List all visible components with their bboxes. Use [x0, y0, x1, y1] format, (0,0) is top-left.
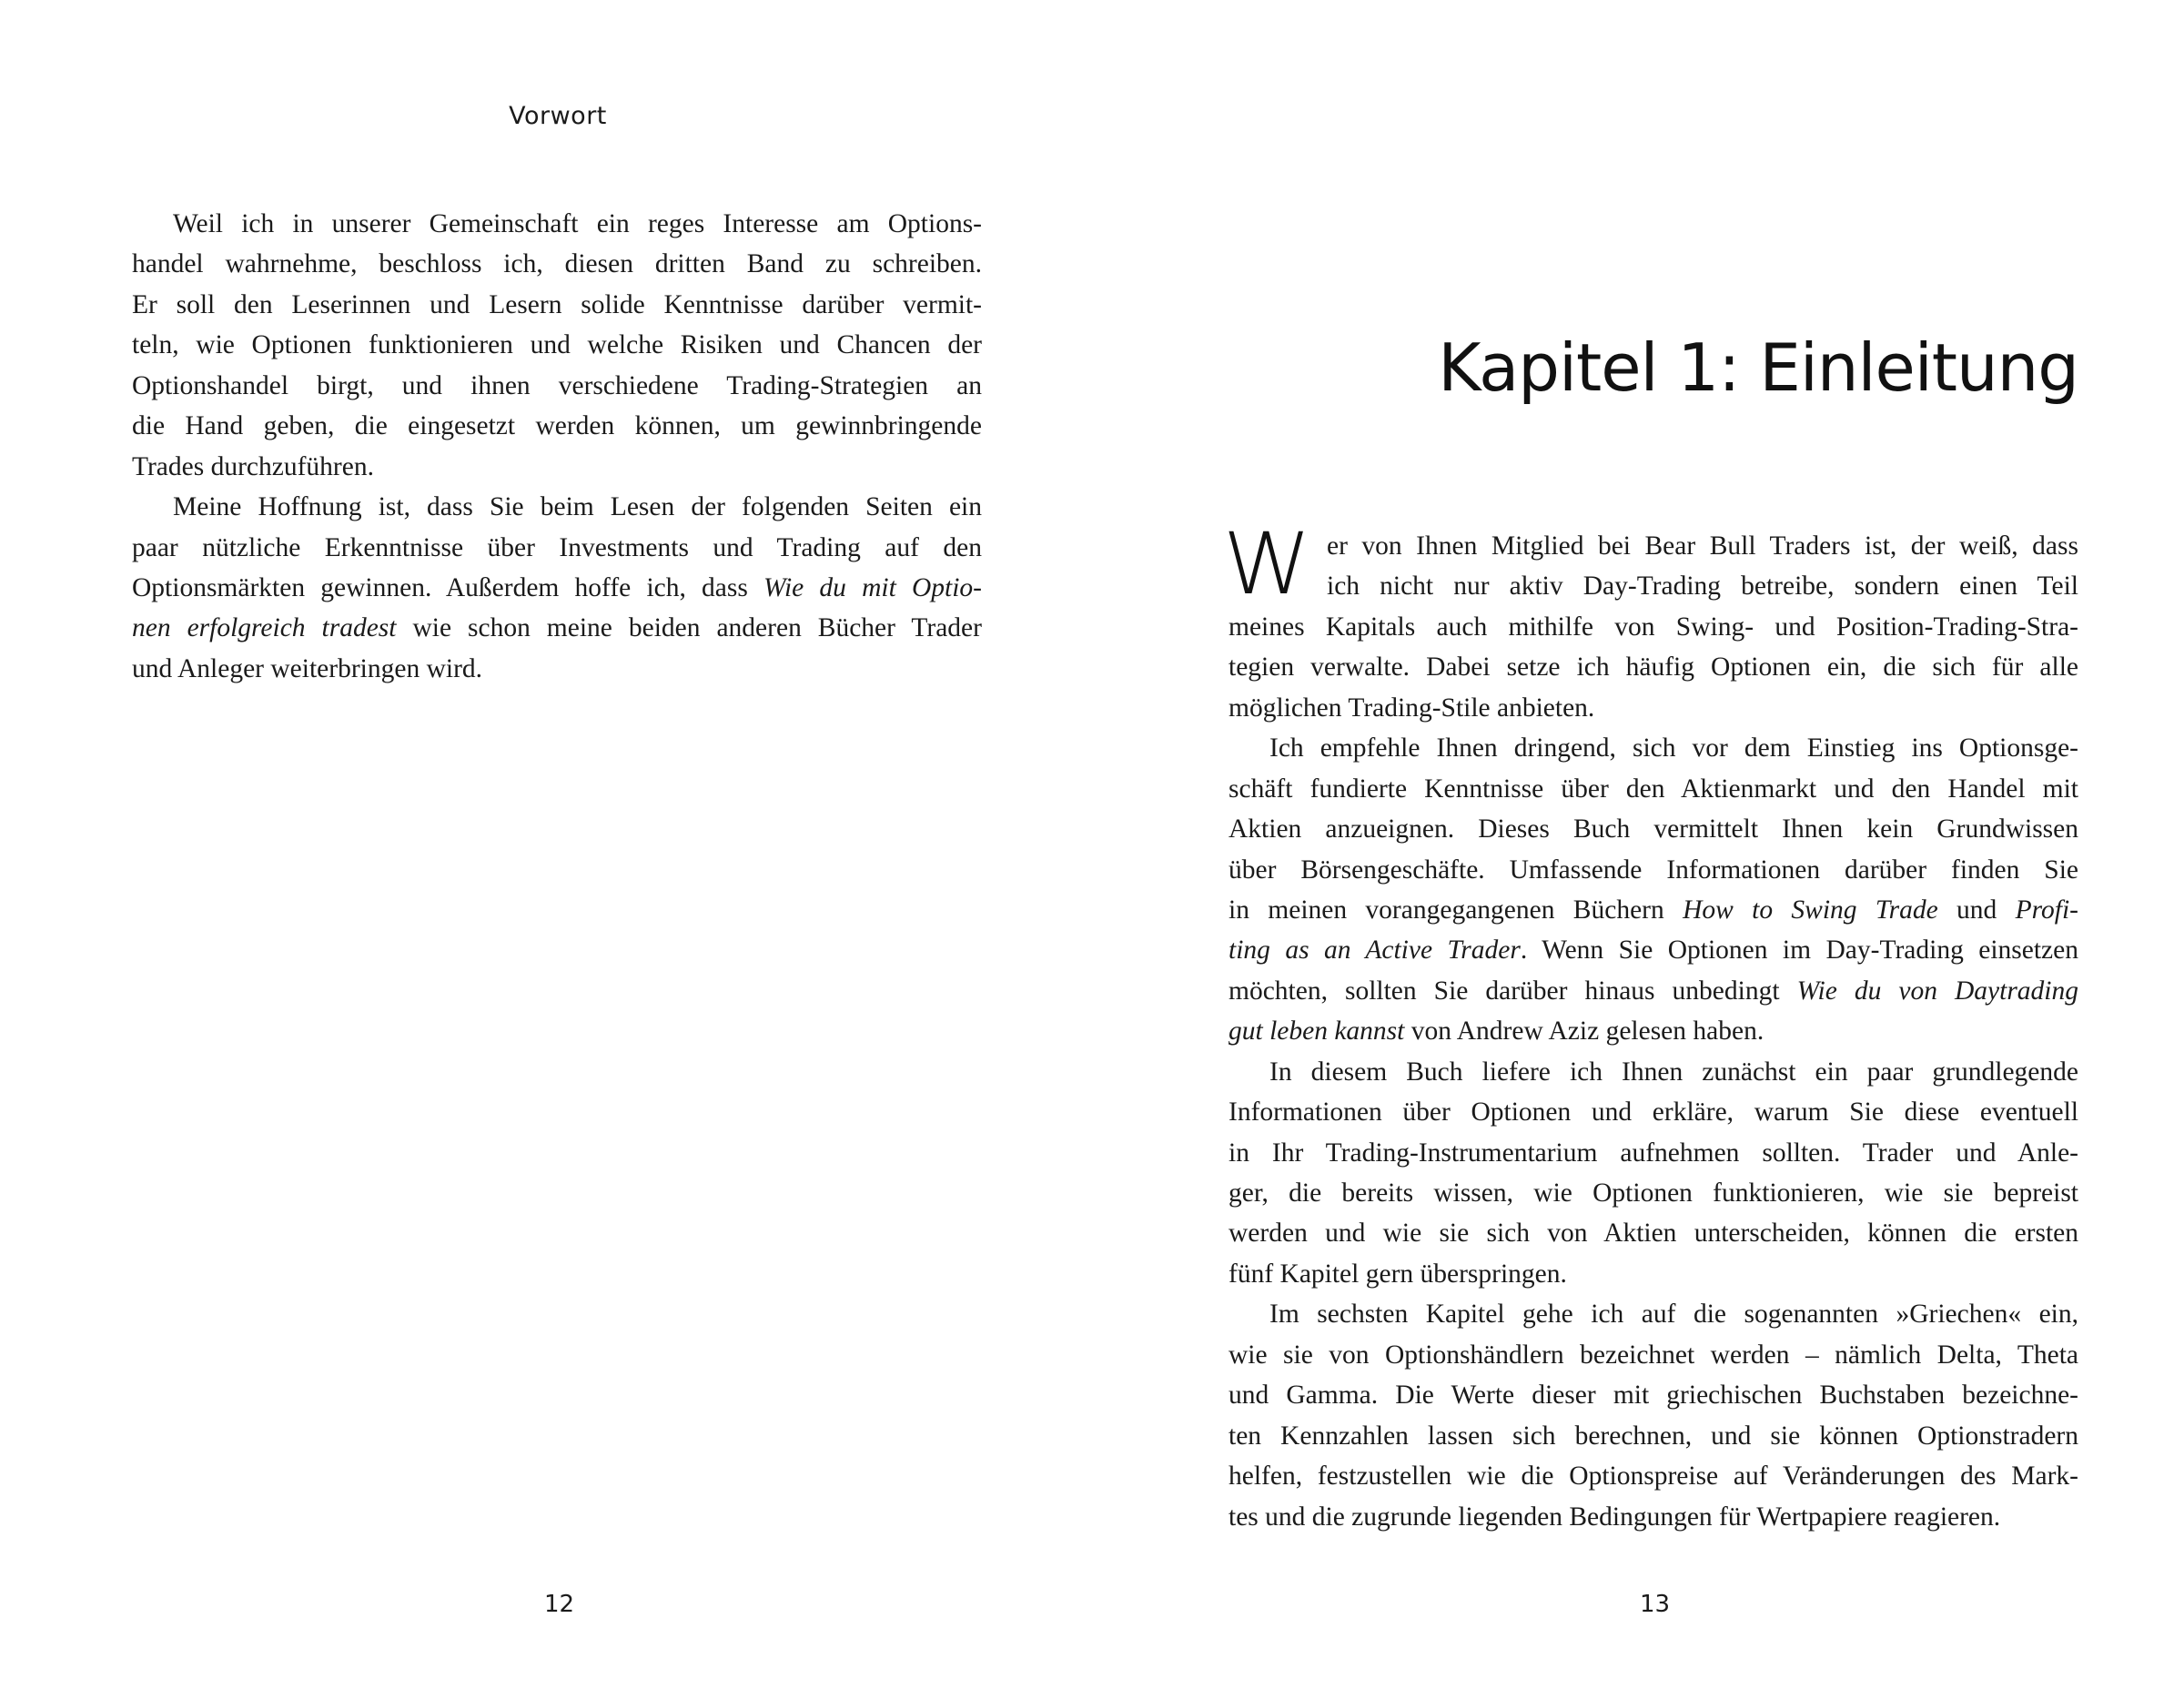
text-line: [132, 406, 982, 446]
text-segment: die Hand geben, die eingesetzt werden können, um gewinnbringende: [132, 411, 982, 441]
text-segment: Trades durchzuführen.: [132, 451, 374, 481]
text-line: [132, 285, 982, 325]
text-segment: Optionshandel birgt, und ihnen verschiedene Trading-Strategien an: [132, 370, 982, 400]
text-segment: von Andrew Aziz gelesen haben.: [1404, 1016, 1764, 1047]
text-line: [132, 528, 982, 568]
paragraph: [1228, 526, 2078, 728]
text-segment: und Gamma. Die Werte dieser mit griechischen Buchstaben bezeichne-: [1228, 1380, 2078, 1411]
text-line: [132, 204, 982, 244]
text-line: [1228, 769, 2078, 809]
text-line: [132, 325, 982, 365]
text-segment: . Wenn Sie Optionen im Day-Trading einsetzen: [1520, 935, 2078, 966]
text-segment: wie sie von Optionshändlern bezeichnet werden – nämlich Delta, Theta: [1228, 1340, 2078, 1370]
text-segment: schäft fundierte Kenntnisse über den Aktienmarkt und den Handel mit: [1228, 774, 2078, 804]
text-line: [1228, 971, 2078, 1011]
text-line: [1228, 1456, 2078, 1496]
paragraph: [132, 487, 982, 689]
text-line: [1228, 647, 2078, 687]
text-line: [1228, 1213, 2078, 1253]
text-segment: meines Kapitals auch mithilfe von Swing- und Position-Trading-Stra-: [1228, 612, 2078, 642]
text-line: [1228, 890, 2078, 930]
text-segment: helfen, festzustellen wie die Optionspreise auf Veränderungen des Mark-: [1228, 1461, 2078, 1492]
text-line: [1228, 728, 2078, 768]
text-line: [1228, 1335, 2078, 1375]
text-segment: Aktien anzueignen. Dieses Buch vermittelt Ihnen kein Grundwissen: [1228, 814, 2078, 844]
text-line: [132, 244, 982, 284]
text-segment: Meine Hoffnung ist, dass Sie beim Lesen der folgenden Seiten ein: [173, 492, 982, 522]
chapter-title: Kapitel 1: Einleitung: [1438, 329, 2078, 406]
text-segment: In diesem Buch liefere ich Ihnen zunächst ein paar grundlegende: [1269, 1057, 2078, 1087]
text-segment: ich nicht nur aktiv Day-Trading betreibe, sondern einen Teil: [1327, 571, 2078, 602]
paragraph: [1228, 1052, 2078, 1295]
text-segment: Informationen über Optionen und erkläre, warum Sie diese eventuell: [1228, 1097, 2078, 1128]
text-segment: tegien verwalte. Dabei setze ich häufig Optionen ein, die sich für alle: [1228, 652, 2078, 683]
text-line: [1228, 1375, 2078, 1415]
text-segment: wie schon meine beiden anderen Bücher Trader: [396, 613, 982, 643]
italic-book-title: nen erfolgreich tradest: [132, 613, 397, 643]
text-segment: teln, wie Optionen funktionieren und welche Risiken und Chancen der: [132, 330, 982, 360]
paragraph: [132, 204, 982, 487]
text-line: [132, 366, 982, 406]
text-segment: über Börsengeschäfte. Umfassende Informationen darüber finden Sie: [1228, 855, 2078, 885]
page-number-right: 13: [1640, 1591, 1671, 1618]
text-segment: tes und die zugrunde liegenden Bedingungen für Wertpapiere reagieren.: [1228, 1502, 2001, 1532]
text-line: [1228, 1497, 2078, 1537]
text-segment: möglichen Trading-Stile anbieten.: [1228, 693, 1595, 723]
text-line: [1228, 1254, 2078, 1294]
text-line: [1228, 809, 2078, 849]
left-body-text: [132, 204, 982, 689]
text-segment: und: [1937, 895, 2016, 925]
text-segment: werden und wie sie sich von Aktien unterscheiden, können die ersten: [1228, 1219, 2078, 1249]
running-head: Vorwort: [509, 102, 607, 130]
text-segment: Optionsmärkten gewinnen. Außerdem hoffe ich, dass: [132, 572, 764, 602]
italic-book-title: How to Swing Trade: [1683, 895, 1938, 925]
text-line: [1228, 566, 2078, 606]
right-body-text: [1228, 526, 2078, 1537]
italic-book-title: Wie du mit Optio-: [763, 572, 982, 602]
text-line: [132, 568, 982, 608]
italic-book-title: Profi-: [2015, 895, 2078, 925]
text-segment: Im sechsten Kapitel gehe ich auf die sogenannten »Griechen« ein,: [1269, 1300, 2078, 1330]
italic-book-title: ting as an Active Trader: [1228, 935, 1521, 966]
text-line: [132, 487, 982, 527]
text-line: [1228, 1173, 2078, 1213]
text-line: [1228, 607, 2078, 647]
text-segment: in Ihr Trading-Instrumentarium aufnehmen sollten. Trader und Anle-: [1228, 1138, 2078, 1168]
italic-book-title: gut leben kannst: [1228, 1016, 1405, 1047]
text-line: [1228, 850, 2078, 890]
text-line: [1228, 1133, 2078, 1173]
text-line: [1228, 688, 2078, 728]
text-segment: handel wahrnehme, beschloss ich, diesen dritten Band zu schreiben.: [132, 249, 982, 279]
text-line: [132, 447, 982, 487]
text-line: [1228, 1416, 2078, 1456]
page-number-left: 12: [544, 1591, 575, 1618]
text-segment: paar nützliche Erkenntnisse über Investments und Trading auf den: [132, 532, 982, 562]
drop-cap: W: [1222, 515, 1312, 614]
text-segment: und Anleger weiterbringen wird.: [132, 653, 483, 683]
text-segment: er von Ihnen Mitglied bei Bear Bull Traders ist, der weiß, dass: [1327, 531, 2078, 561]
text-line: [132, 608, 982, 648]
text-line: [132, 649, 982, 689]
text-line: [1228, 526, 2078, 566]
text-line: [1228, 1052, 2078, 1092]
text-segment: Ich empfehle Ihnen dringend, sich vor dem Einstieg ins Optionsge-: [1269, 733, 2078, 764]
paragraph: [1228, 1294, 2078, 1537]
italic-book-title: Wie du von Daytrading: [1796, 976, 2078, 1006]
text-segment: möchten, sollten Sie darüber hinaus unbedingt: [1228, 976, 1797, 1006]
text-segment: Weil ich in unserer Gemeinschaft ein reges Interesse am Options-: [173, 209, 982, 238]
paragraph: [1228, 728, 2078, 1052]
text-line: [1228, 1092, 2078, 1132]
text-segment: ger, die bereits wissen, wie Optionen funktionieren, wie sie bepreist: [1228, 1178, 2078, 1208]
text-segment: ten Kennzahlen lassen sich berechnen, und sie können Optionstradern: [1228, 1421, 2078, 1451]
text-line: [1228, 930, 2078, 970]
text-line: [1228, 1294, 2078, 1334]
text-line: [1228, 1011, 2078, 1051]
text-segment: fünf Kapitel gern überspringen.: [1228, 1259, 1567, 1289]
text-segment: Er soll den Leserinnen und Lesern solide Kenntnisse darüber vermit-: [132, 289, 982, 319]
text-segment: in meinen vorangegangenen Büchern: [1228, 895, 1684, 925]
